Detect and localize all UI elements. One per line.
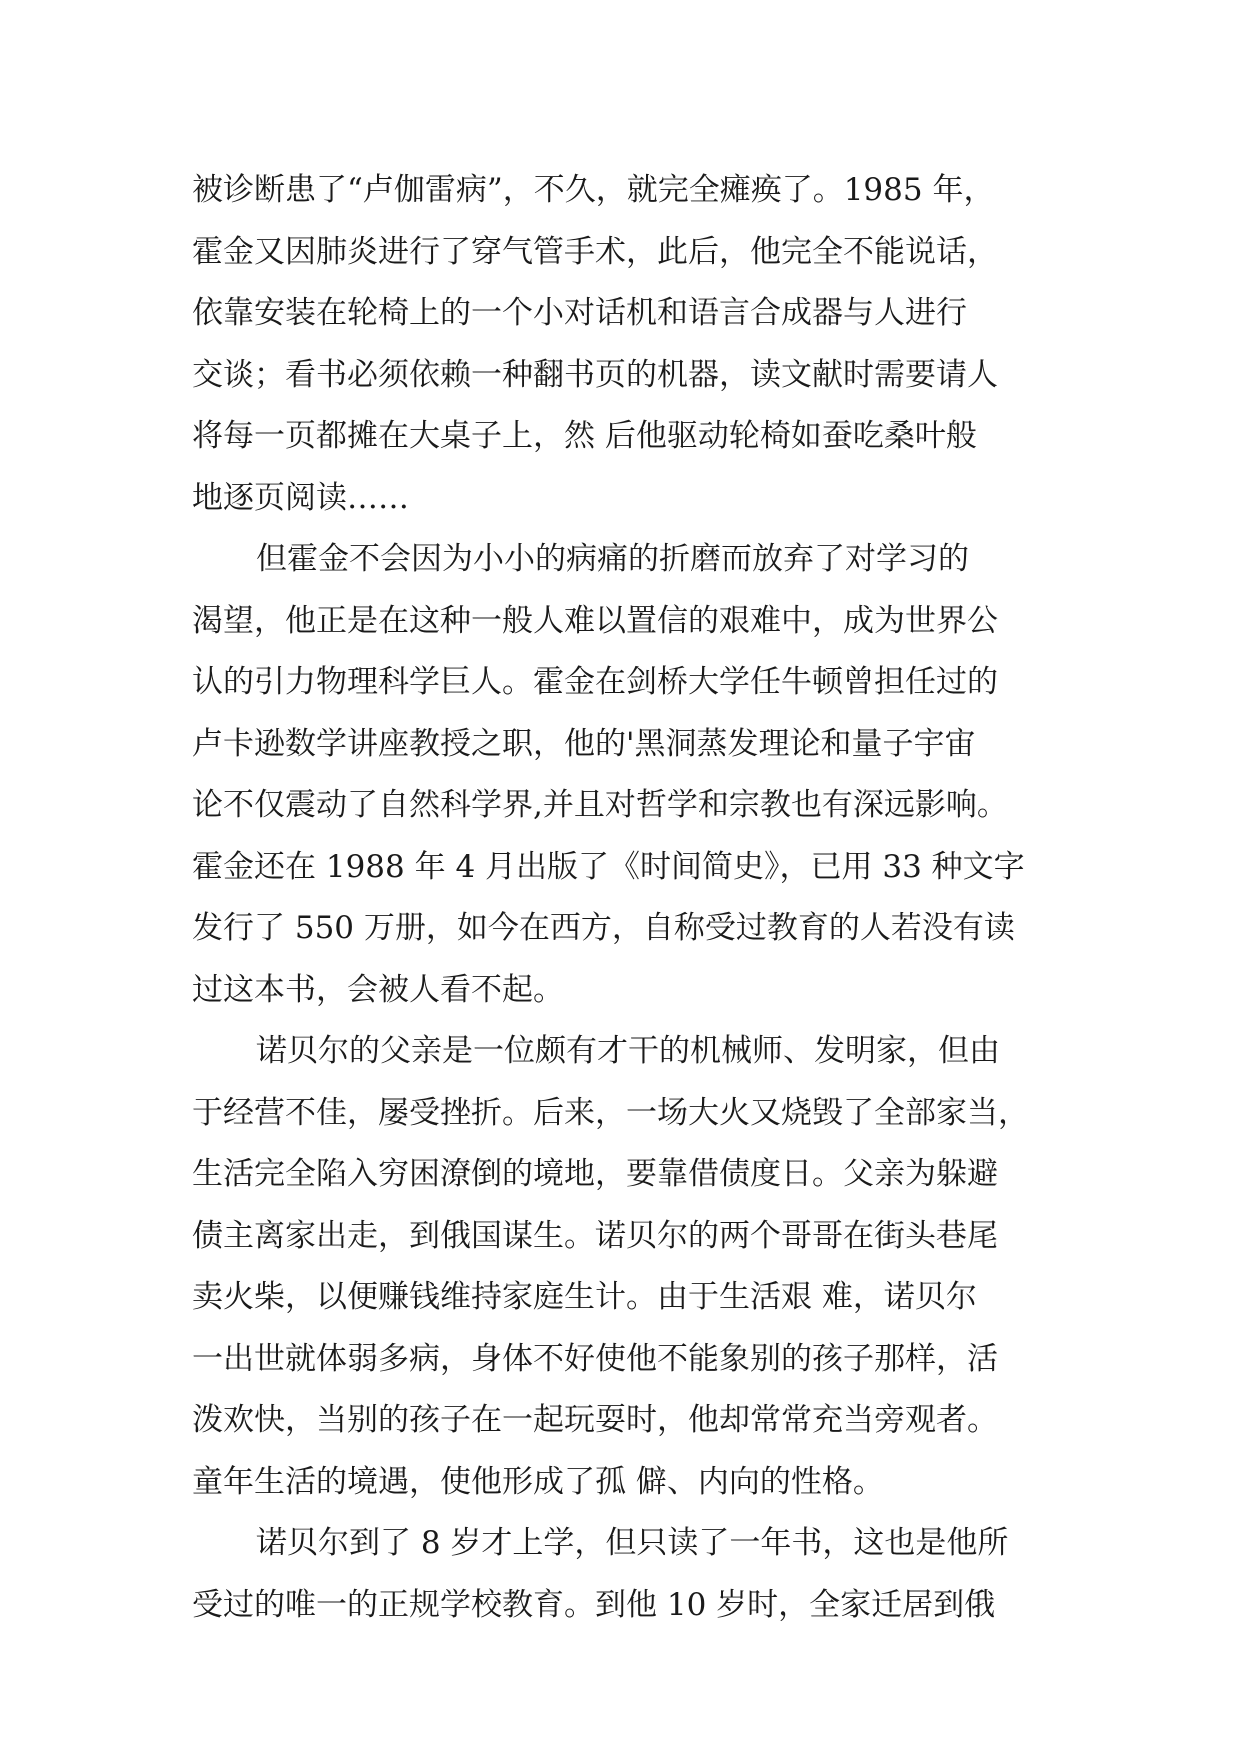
text-line: 渴望，他正是在这种一般人难以置信的艰难中，成为世界公 [192,602,998,639]
text-line: 将每一页都摊在大桌子上，然 后他驱动轮椅如蚕吃桑叶般 [192,418,977,454]
paragraph-first-line: 但霍金不会因为小小的病痛的折磨而放弃了对学习的 [256,541,969,577]
text-line: 论不仅震动了自然科学界,并且对哲学和宗教也有深远影响。 [192,787,1008,823]
paragraph-first-line: 诺贝尔的父亲是一位颇有才干的机械师、发明家，但由 [256,1033,1000,1069]
text-line: 交谈；看书必须依赖一种翻书页的机器，读文献时需要请人 [192,356,998,393]
text-line: 债主离家出走，到俄国谋生。诺贝尔的两个哥哥在街头巷尾 [192,1217,998,1254]
text-line: 受过的唯一的正规学校教育。到他 10 岁时，全家迁居到俄 [192,1586,996,1623]
text-line: 一出世就体弱多病，身体不好使他不能象别的孩子那样，活 [192,1340,998,1377]
text-line: 认的引力物理科学巨人。霍金在剑桥大学任牛顿曾担任过的 [192,664,998,700]
text-line: 过这本书，会被人看不起。 [192,971,564,1008]
body-text [192,160,1082,1636]
text-line: 卖火柴，以便赚钱维持家庭生计。由于生活艰 难，诺贝尔 [192,1279,977,1315]
text-line: 被诊断患了“卢伽雷病”，不久，就完全瘫痪了。1985 年， [192,172,995,208]
text-line: 童年生活的境遇，使他形成了孤 僻、内向的性格。 [192,1463,884,1500]
text-line: 发行了 550 万册，如今在西方，自称受过教育的人若没有读 [192,910,1015,946]
text-line: 依靠安装在轮椅上的一个小对话机和语言合成器与人进行 [192,295,967,331]
text-line: 地逐页阅读…… [192,479,409,516]
text-line: 霍金又因肺炎进行了穿气管手术，此后，他完全不能说话， [192,233,998,270]
text-line: 生活完全陷入穷困潦倒的境地，要靠借债度日。父亲为躲避 [192,1156,998,1192]
text-line: 泼欢快，当别的孩子在一起玩耍时，他却常常充当旁观者。 [192,1402,998,1438]
text-line: 于经营不佳，屡受挫折。后来，一场大火又烧毁了全部家当， [192,1094,1029,1131]
text-line: 霍金还在 1988 年 4 月出版了《时间简史》，已用 33 种文字 [192,848,1025,885]
text-line: 卢卡逊数学讲座教授之职，他的'黑洞蒸发理论和量子宇宙 [192,725,976,762]
paragraph-first-line: 诺贝尔到了 8 岁才上学，但只读了一年书，这也是他所 [256,1525,1009,1561]
